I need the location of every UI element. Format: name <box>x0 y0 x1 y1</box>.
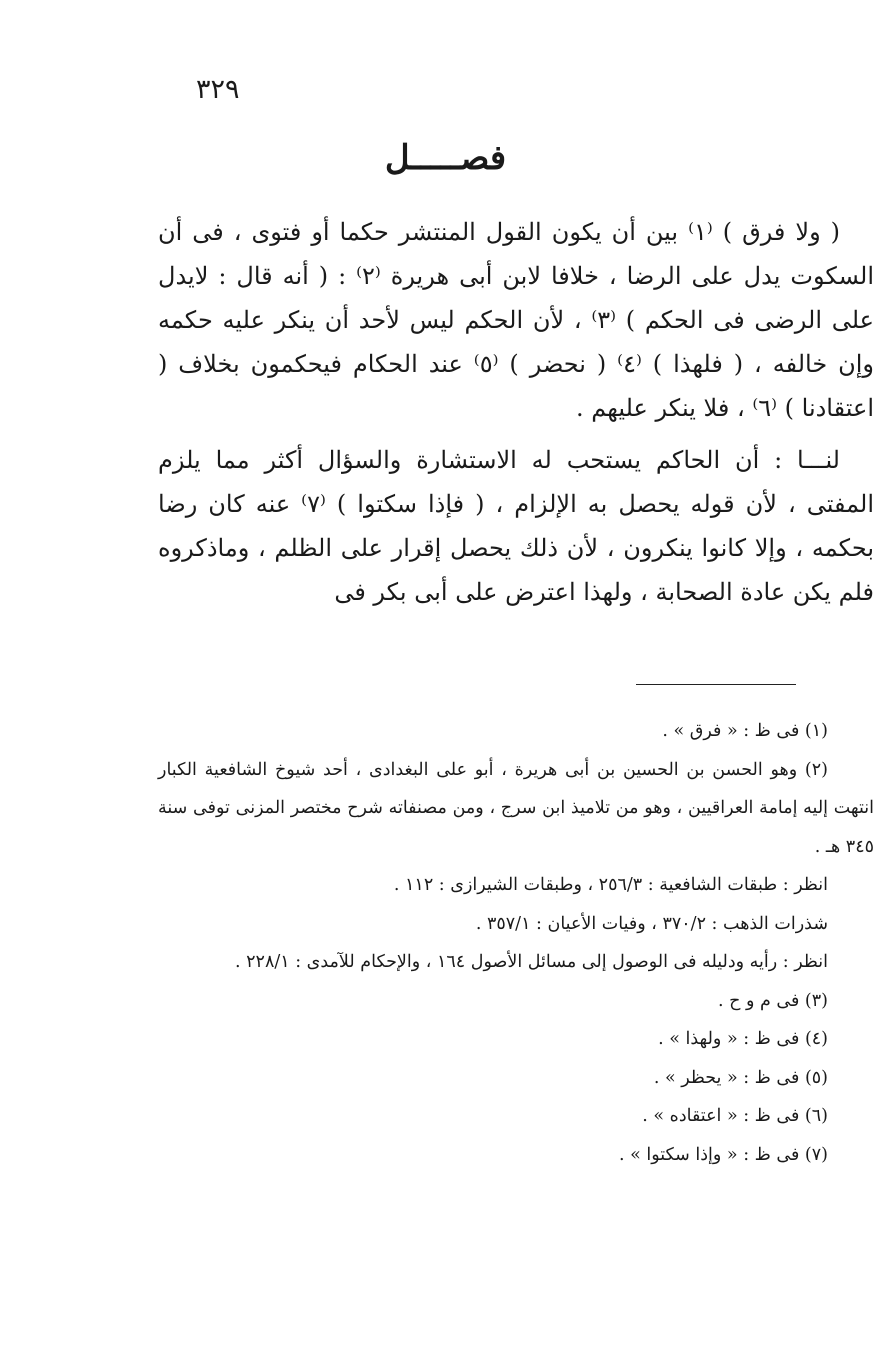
footnotes <box>158 712 874 1174</box>
footnote-2: (٢) وهو الحسن بن الحسين بن أبى هريرة ، أبو على البغدادى ، أحد شيوخ الشافعية الكبار انتهت إليه إمامة العراقيين ، وهو من تلاميذ ابن سرج ، ومن مصنفاته شرح مختصر المزنى توفى سنة ٣٤٥ هـ . <box>158 759 874 857</box>
section-title: فصـــــل <box>384 138 507 178</box>
paragraph-2: لنـــا : أن الحاكم يستحب له الاستشارة والسؤال أكثر مما يلزم المفتى ، لأن قوله يحصل به الإلزام ، ( فإذا سكتوا ) ⁽٧⁾ عنه كان رضا بحكمه ، وإلا كانوا ينكرون ، لأن ذلك يحصل إقرار على الظلم ، وماذكروه فلم يكن عادة الصحابة ، ولهذا اعترض على أبى بكر فى <box>158 446 874 606</box>
footnote-3: (٣) فى م و ح . <box>718 990 828 1011</box>
page-number: ٣٢٩ <box>196 74 240 105</box>
footnote-2-reference-3: انظر : رأيه ودليله فى الوصول إلى مسائل الأصول ١٦٤ ، والإحكام للآمدى : ٢٢٨/١ . <box>235 952 828 972</box>
main-text <box>158 210 874 614</box>
footnote-2-reference-2: شذرات الذهب : ٣٧٠/٢ ، وفيات الأعيان : ٣٥٧/١ . <box>475 913 828 934</box>
footnote-1: (١) فى ظ : « فرق » . <box>662 721 828 741</box>
paragraph-1: ( ولا فرق ) ⁽١⁾ بين أن يكون القول المنتشر حكما أو فتوى ، فى أن السكوت يدل على الرضا ، خلافا لابن أبى هريرة ⁽٢⁾ : ( أنه قال : لايدل على الرضى فى الحكم ) ⁽٣⁾ ، لأن الحكم ليس لأحد أن ينكر عليه حكمه وإن خالفه ، ( فلهذا ) ⁽٤⁾ ( نحضر ) ⁽٥⁾ عند الحكام فيحكمون بخلاف ( اعتقادنا ) ⁽٦⁾ ، فلا ينكر عليهم . <box>158 218 875 422</box>
footnote-5: (٥) فى ظ : « يحظر » . <box>653 1067 828 1088</box>
footnote-4: (٤) فى ظ : « ولهذا » . <box>658 1029 828 1049</box>
footnote-6: (٦) فى ظ : « اعتقاده » . <box>642 1106 828 1126</box>
footnote-2-reference-1: انظر : طبقات الشافعية : ٢٥٦/٣ ، وطبقات الشيرازى : ١١٢ . <box>393 875 828 895</box>
footnote-divider <box>636 684 796 685</box>
footnote-7: (٧) فى ظ : « وإذا سكتوا » . <box>618 1144 828 1165</box>
